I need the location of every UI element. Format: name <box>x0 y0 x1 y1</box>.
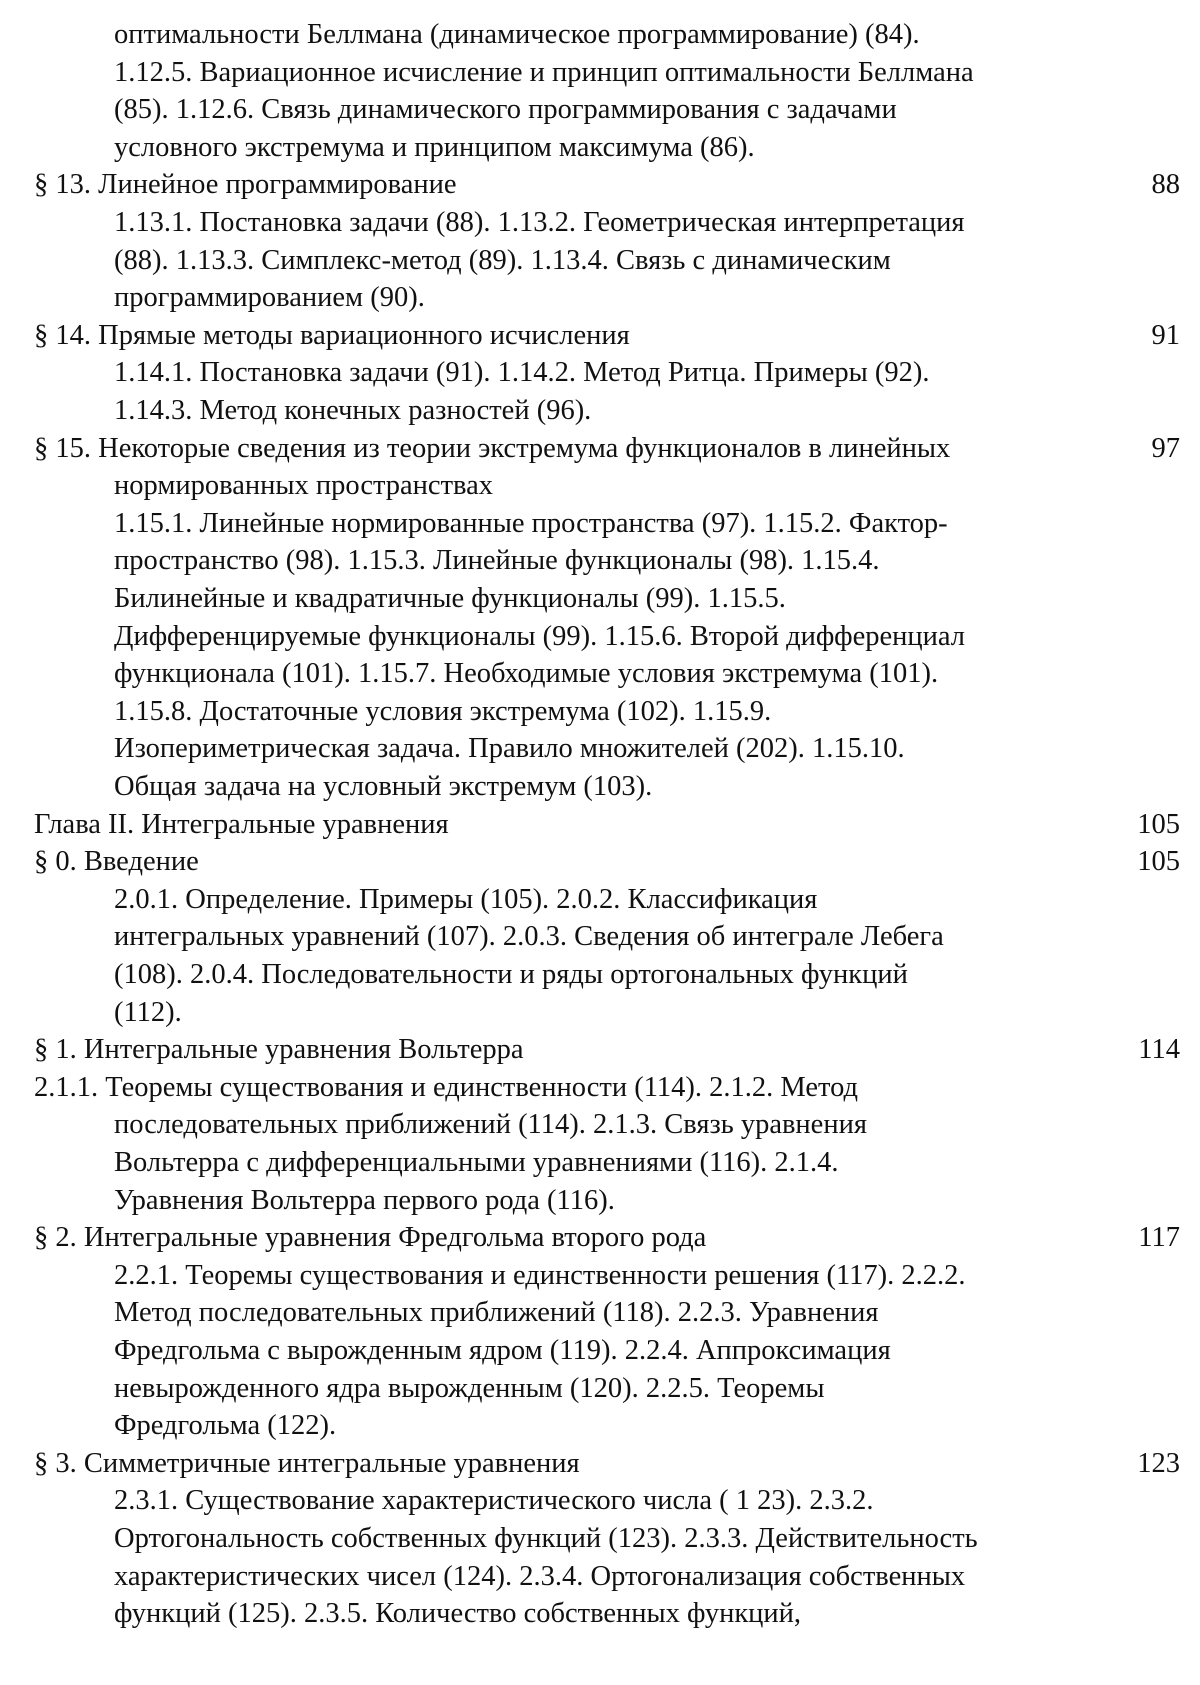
toc-line-text: § 1. Интегральные уравнения Вольтерра <box>34 1034 524 1066</box>
toc-text-line <box>0 1106 1200 1144</box>
toc-text-line <box>0 730 1200 768</box>
toc-line-text: § 15. Некоторые сведения из теории экстремума функционалов в линейных <box>34 432 951 464</box>
toc-line-text: функционала (101). 1.15.7. Необходимые условия экстремума (101). <box>114 658 939 690</box>
toc-text-line <box>0 768 1200 806</box>
toc-heading-line <box>0 806 1200 844</box>
toc-page-number: 97 <box>1151 432 1180 464</box>
toc-line-text: 2.3.1. Существование характеристического числа ( 1 23). 2.3.2. <box>114 1485 874 1517</box>
toc-line-text: интегральных уравнений (107). 2.0.3. Сведения об интеграле Лебега <box>114 921 944 953</box>
toc-page-number: 91 <box>1151 319 1180 351</box>
toc-text-line <box>0 542 1200 580</box>
toc-text-line <box>0 1482 1200 1520</box>
toc-line-text: Билинейные и квадратичные функционалы (99). 1.15.5. <box>114 583 786 614</box>
toc-text-line <box>0 918 1200 956</box>
toc-heading-line <box>0 166 1200 204</box>
toc-text-line <box>0 1144 1200 1182</box>
toc-page-number: 105 <box>1137 846 1180 878</box>
toc-heading-line <box>0 317 1200 355</box>
toc-line-text: 2.0.1. Определение. Примеры (105). 2.0.2. Классификация <box>114 883 818 915</box>
toc-line-text: 1.15.8. Достаточные условия экстремума (102). 1.15.9. <box>114 695 772 727</box>
toc-line-text: (112). <box>114 996 182 1028</box>
toc-line-text: (88). 1.13.3. Симплекс-метод (89). 1.13.4. Связь с динамическим <box>114 244 891 276</box>
toc-text-line <box>0 204 1200 242</box>
toc-text-line <box>0 1332 1200 1370</box>
toc-line-text: 1.14.3. Метод конечных разностей (96). <box>114 395 592 426</box>
toc-text-line <box>0 16 1200 54</box>
toc-line-text: невырожденного ядра вырожденным (120). 2.2.5. Теоремы <box>114 1372 825 1404</box>
toc-text-line <box>0 881 1200 919</box>
toc-text-line <box>0 129 1200 167</box>
toc-line-text: программированием (90). <box>114 282 425 314</box>
toc-page-number: 105 <box>1137 808 1180 840</box>
toc-line-text: Глава II. Интегральные уравнения <box>34 808 449 840</box>
toc-text-line <box>0 1595 1200 1633</box>
toc-line-text: условного экстремума и принципом максимума (86). <box>114 131 755 163</box>
toc-line-text: 2.2.1. Теоремы существования и единственности решения (117). 2.2.2. <box>114 1259 966 1291</box>
toc-text-line <box>0 1407 1200 1445</box>
toc-text-line <box>0 1069 1200 1107</box>
toc-line-text: § 14. Прямые методы вариационного исчисления <box>34 319 630 351</box>
toc-heading-line <box>0 1219 1200 1257</box>
toc-line-text: Вольтерра с дифференциальными уравнениями (116). 2.1.4. <box>114 1147 839 1178</box>
toc-line-text: нормированных пространствах <box>114 470 494 502</box>
toc-text-line <box>0 618 1200 656</box>
toc-text-line <box>0 1294 1200 1332</box>
toc-text-line <box>0 279 1200 317</box>
toc-line-text: пространство (98). 1.15.3. Линейные функционалы (98). 1.15.4. <box>114 545 880 577</box>
toc-text-line <box>0 392 1200 430</box>
toc-line-text: § 0. Введение <box>34 846 199 878</box>
toc-line-text: Уравнения Вольтерра первого рода (116). <box>114 1184 615 1216</box>
toc-line-text: § 2. Интегральные уравнения Фредгольма второго рода <box>34 1222 707 1254</box>
toc-line-text: функций (125). 2.3.5. Количество собственных функций, <box>114 1598 802 1630</box>
toc-text-line <box>0 1558 1200 1596</box>
toc-text-line <box>0 956 1200 994</box>
toc-line-text: § 13. Линейное программирование <box>34 169 457 201</box>
toc-text-line <box>0 91 1200 129</box>
toc-text-line <box>0 1370 1200 1408</box>
toc-line-text: 1.15.1. Линейные нормированные пространства (97). 1.15.2. Фактор- <box>114 507 948 539</box>
toc-text-line <box>0 467 1200 505</box>
toc-text-line <box>0 1182 1200 1220</box>
toc-text-line <box>0 655 1200 693</box>
toc-text-line <box>0 580 1200 618</box>
toc-page-number: 88 <box>1151 169 1180 201</box>
toc-page-number: 117 <box>1138 1222 1180 1254</box>
toc-text-line <box>0 693 1200 731</box>
toc-line-text: 2.1.1. Теоремы существования и единственности (114). 2.1.2. Метод <box>34 1071 859 1103</box>
toc-line-text: Метод последовательных приближений (118). 2.2.3. Уравнения <box>114 1297 879 1329</box>
toc-text-line <box>0 242 1200 280</box>
toc-line-text: (85). 1.12.6. Связь динамического программирования с задачами <box>114 94 897 126</box>
toc-heading-line <box>0 430 1200 468</box>
toc-line-text: Общая задача на условный экстремум (103). <box>114 771 653 802</box>
toc-text-line <box>0 54 1200 92</box>
toc-line-text: 1.12.5. Вариационное исчисление и принцип оптимальности Беллмана <box>114 56 974 88</box>
toc-line-text: Дифференцируемые функционалы (99). 1.15.6. Второй дифференциал <box>114 620 966 652</box>
toc-page-number: 114 <box>1138 1034 1180 1066</box>
toc-text-line <box>0 1520 1200 1558</box>
toc-line-text: Фредгольма (122). <box>114 1410 337 1442</box>
toc-line-text: § 3. Симметричные интегральные уравнения <box>34 1447 580 1479</box>
toc-line-text: Ортогональность собственных функций (123). 2.3.3. Действительность <box>114 1523 978 1554</box>
toc-line-text: 1.14.1. Постановка задачи (91). 1.14.2. Метод Ритца. Примеры (92). <box>114 357 930 389</box>
toc-heading-line <box>0 1445 1200 1483</box>
toc-heading-line <box>0 843 1200 881</box>
toc-line-text: характеристических чисел (124). 2.3.4. Ортогонализация собственных <box>114 1560 966 1592</box>
toc-text-line <box>0 1257 1200 1295</box>
toc-text-line <box>0 994 1200 1032</box>
toc-line-text: Изопериметрическая задача. Правило множителей (202). 1.15.10. <box>114 733 905 765</box>
toc-text-line <box>0 505 1200 543</box>
toc-line-text: оптимальности Беллмана (динамическое программирование) (84). <box>114 19 920 50</box>
toc-page-number: 123 <box>1137 1447 1180 1479</box>
toc-text-line <box>0 354 1200 392</box>
toc-line-text: Фредгольма с вырожденным ядром (119). 2.2.4. Аппроксимация <box>114 1335 891 1366</box>
toc-line-text: (108). 2.0.4. Последовательности и ряды ортогональных функций <box>114 959 908 990</box>
toc-line-text: 1.13.1. Постановка задачи (88). 1.13.2. Геометрическая интерпретация <box>114 207 965 238</box>
toc-heading-line <box>0 1031 1200 1069</box>
toc-line-text: последовательных приближений (114). 2.1.3. Связь уравнения <box>114 1109 867 1141</box>
